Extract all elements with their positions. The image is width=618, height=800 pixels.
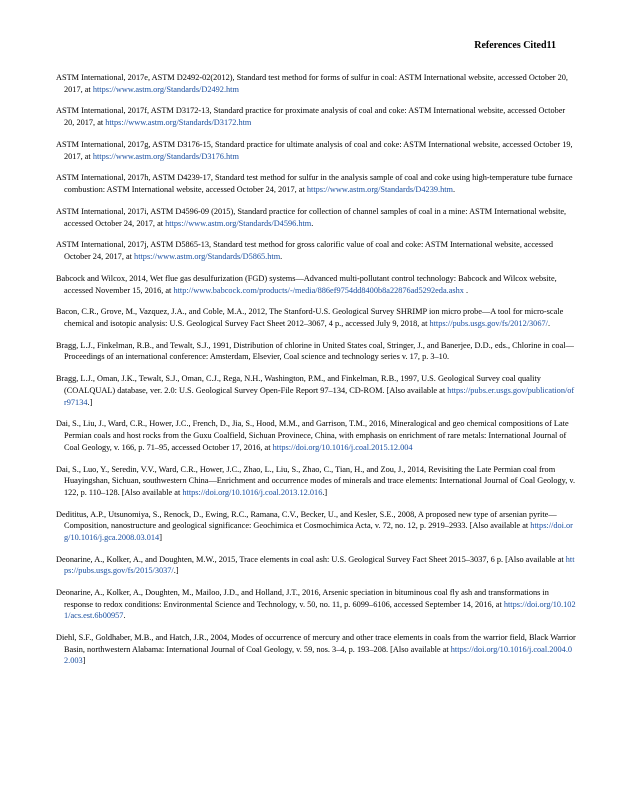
reference-entry xyxy=(56,554,576,577)
reference-tail: . xyxy=(452,185,456,195)
reference-entry xyxy=(56,105,576,128)
reference-entry xyxy=(56,273,576,296)
reference-link[interactable]: https://pubs.usgs.gov/fs/2015/3037/ xyxy=(64,554,575,576)
reference-entry xyxy=(56,340,576,363)
running-title: References Cited xyxy=(474,40,547,51)
reference-link[interactable]: https://pubs.usgs.gov/fs/2012/3067/ xyxy=(429,318,548,328)
reference-entry xyxy=(56,632,576,667)
reference-link[interactable]: https://doi.org/10.1016/j.coal.2015.12.004 xyxy=(272,442,413,452)
reference-tail: .] xyxy=(173,566,179,576)
reference-entry xyxy=(56,72,576,95)
reference-entry xyxy=(56,587,576,622)
reference-link[interactable]: https://www.astm.org/Standards/D2492.htm xyxy=(92,84,239,94)
reference-text: Deonarine, A., Kolker, A., Doughten, M., Mailoo, J.D., and Holland, J.T., 2016, Arsenic speciation in bituminous coal fly ash and transformations in response to redox conditions: Environmental Science and Technology, v. 50, no. 11, p. 6099–6106, accessed September 14, 2016, at xyxy=(56,588,549,609)
reference-link[interactable]: https://www.astm.org/Standards/D4239.htm xyxy=(306,185,453,195)
reference-tail: .] xyxy=(87,397,93,407)
reference-text: Dai, S., Luo, Y., Seredin, V.V., Ward, C.R., Hower, J.C., Zhao, L., Liu, S., Zhao, C., Tian, H., and Zou, J., 2014, Revisiting the Late Permian coal from Huayingshan, Sichuan, southwestern China—Enrichment and occurrence modes of minerals and trace elements: International Journal of Coal Geology, v. 122, p. 110–128. [Also available at xyxy=(56,464,576,497)
reference-text: Dai, S., Liu, J., Ward, C.R., Hower, J.C., French, D., Jia, S., Hood, M.M., and Garrison, T.M., 2016, Mineralogical and geo chemical compositions of Late Permian coals and host rocks from the Guxu Coalfield, Sichuan Provinece, China, with emphasis on enrichment of rare metals: International Journal of Coal Geology, v. 166, p. 71–95, accessed October 17, 2016, at xyxy=(56,419,569,452)
reference-link[interactable]: https://pubs.er.usgs.gov/publication/ofr97134 xyxy=(64,385,575,407)
page-header xyxy=(474,40,556,51)
reference-link[interactable]: https://doi.org/10.1016/j.coal.2013.12.016 xyxy=(182,487,323,497)
reference-tail: . xyxy=(463,285,469,295)
reference-text: Babcock and Wilcox, 2014, Wet flue gas desulfurization (FGD) systems—Advanced multi-pollutant control technology: Babcock and Wilcox website, accessed November 15, 2016, at xyxy=(56,273,557,295)
reference-text: ASTM International, 2017f, ASTM D3172-13, Standard practice for proximate analysis of coal and coke: ASTM International website, accessed October 20, 2017, at xyxy=(56,106,566,128)
reference-tail: . xyxy=(311,218,314,228)
reference-text: ASTM International, 2017j, ASTM D5865-13, Standard test method for gross calorific value of coal and coke: ASTM International website, accessed October 24, 2017, at xyxy=(56,240,554,262)
reference-text: Bragg, L.J., Finkelman, R.B., and Tewalt, S.J., 1991, Distribution of chlorine in United States coal, Stringer, J., and Banerjee, D.D., eds., Chlorine in coal—Proceedings of an international conference: Amsterdam, Elsevier, Coal science and technology series v. 17, p. 3–10. xyxy=(56,340,574,362)
reference-text: Dedititus, A.P., Utsunomiya, S., Renock, D., Ewing, R.C., Ramana, C.V., Becker, U., and Kesler, S.E., 2008, A proposed new type of arsenian pyrite—Composition, nanostructure and geological significance: Geochimica et Cosmochimica Acta, v. 72, no. 12, p. 2919–2933. [Also available at xyxy=(56,509,557,531)
reference-entry xyxy=(56,239,576,262)
reference-tail: .] xyxy=(322,487,328,497)
reference-text: ASTM International, 2017i, ASTM D4596-09 (2015), Standard practice for collection of channel samples of coal in a mine: ASTM International website, accessed October 24, 2017, at xyxy=(56,206,567,228)
reference-tail: ] xyxy=(159,532,162,542)
reference-entry xyxy=(56,373,576,408)
reference-tail: ] xyxy=(82,656,86,666)
reference-text: ASTM International, 2017e, ASTM D2492-02(2012), Standard test method for forms of sulfur in coal: ASTM International website, accessed October 20, 2017, at xyxy=(56,73,568,94)
reference-tail: . xyxy=(280,252,283,262)
reference-link[interactable]: https://www.astm.org/Standards/D3176.htm xyxy=(92,151,239,161)
reference-entry xyxy=(56,464,576,499)
reference-text: ASTM International, 2017g, ASTM D3176-15, Standard practice for ultimate analysis of coal and coke: ASTM International website, accessed October 19, 2017, at xyxy=(56,139,573,161)
reference-link[interactable]: http://www.babcock.com/products/-/media/886ef9754dd8400b8a22876ad5292eda.ashx xyxy=(173,285,464,295)
reference-list xyxy=(56,72,576,677)
reference-link[interactable]: https://www.astm.org/Standards/D4596.htm xyxy=(165,218,312,228)
reference-entry xyxy=(56,206,576,229)
reference-entry xyxy=(56,509,576,544)
reference-text: Deonarine, A., Kolker, A., and Doughten, M.W., 2015, Trace elements in coal ash: U.S. Geological Survey Fact Sheet 2015–3037, 6 p. [Also available at xyxy=(56,554,566,564)
reference-entry xyxy=(56,172,576,195)
reference-text: Bacon, C.R., Grove, M., Vazquez, J.A., and Coble, M.A., 2012, The Stanford-U.S. Geological Survey SHRIMP ion micro probe—A tool for micro-scale chemical and isotopic analysis: U.S. Geological Survey Fact Sheet 2012–3067, 4 p., accessed July 9, 2018, at xyxy=(56,307,564,328)
reference-text: Bragg, L.J., Oman, J.K., Tewalt, S.J., Oman, C.J., Rega, N.H., Washington, P.M., and Finkelman, R.B., 1997, U.S. Geological Survey coal quality (COALQUAL) database, ver. 2.0: U.S. Geological Survey Open-File Report 97–134, CD-ROM. [Also available at xyxy=(56,374,541,395)
reference-entry xyxy=(56,306,576,329)
reference-entry xyxy=(56,418,576,453)
reference-tail: . xyxy=(547,318,551,328)
reference-link[interactable]: https://doi.org/10.1021/acs.est.6b00957 xyxy=(64,599,576,621)
reference-link[interactable]: https://www.astm.org/Standards/D5865.htm xyxy=(134,252,281,262)
reference-link[interactable]: https://www.astm.org/Standards/D3172.htm xyxy=(105,118,252,128)
reference-link[interactable]: https://doi.org/10.1016/j.coal.2004.02.003 xyxy=(64,644,573,666)
reference-tail: . xyxy=(123,611,126,621)
reference-entry xyxy=(56,139,576,162)
reference-link[interactable]: https://doi.org/10.1016/j.gca.2008.03.014 xyxy=(64,521,573,542)
reference-text: ASTM International, 2017h, ASTM D4239-17, Standard test method for sulfur in the analysis sample of coal and coke using high-temperature tube furnace combustion: ASTM International website, accessed October 24, 2017, at xyxy=(56,173,573,195)
page-number: 11 xyxy=(546,40,556,51)
reference-text: Diehl, S.F., Goldhaber, M.B., and Hatch, J.R., 2004, Modes of occurrence of mercury and other trace elements in coals from the warrior field, Black Warrior Basin, northwestern Alabama: International Journal of Coal Geology, v. 59, nos. 3–4, p. 193–208. [Also available at xyxy=(56,633,576,654)
